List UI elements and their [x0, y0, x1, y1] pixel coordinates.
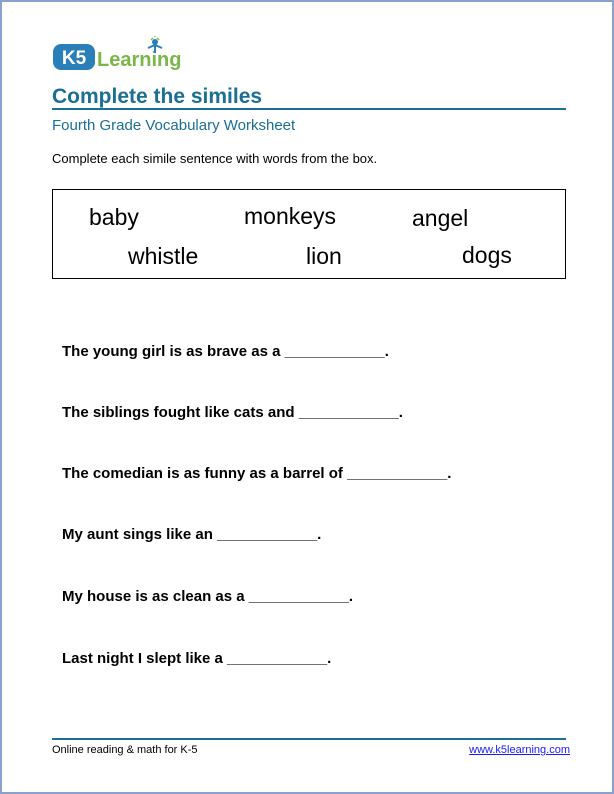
footer-rule [52, 738, 566, 740]
word-bank-item: monkeys [244, 203, 337, 229]
svg-text:K5: K5 [61, 48, 87, 69]
simile-sentence: The siblings fought like cats and ____________. [62, 404, 403, 421]
worksheet-title: Complete the similes [52, 85, 263, 108]
footer-tagline: Online reading & math for K-5 [52, 744, 198, 756]
word-bank-item: dogs [462, 242, 512, 268]
word-bank-item: whistle [128, 243, 199, 269]
word-bank-item: baby [89, 204, 139, 230]
simile-sentence: The comedian is as funny as a barrel of ____________. [62, 465, 452, 482]
simile-sentence: Last night I slept like a ____________. [62, 650, 332, 667]
simile-sentence: The young girl is as brave as a ____________. [62, 343, 389, 360]
title-underline [52, 108, 566, 110]
footer-website-link[interactable]: www.k5learning.com [469, 744, 570, 756]
svg-text:Learning: Learning [97, 49, 182, 71]
simile-sentence: My house is as clean as a ____________. [62, 588, 354, 605]
word-bank-item: angel [412, 205, 469, 231]
simile-sentence: My aunt sings like an ____________. [62, 526, 322, 543]
worksheet-subtitle: Fourth Grade Vocabulary Worksheet [52, 117, 296, 134]
k5-learning-logo [52, 36, 202, 76]
instructions-text: Complete each simile sentence with words from the box. [52, 151, 378, 166]
word-bank-item: lion [306, 243, 342, 269]
word-bank-box [52, 189, 566, 279]
